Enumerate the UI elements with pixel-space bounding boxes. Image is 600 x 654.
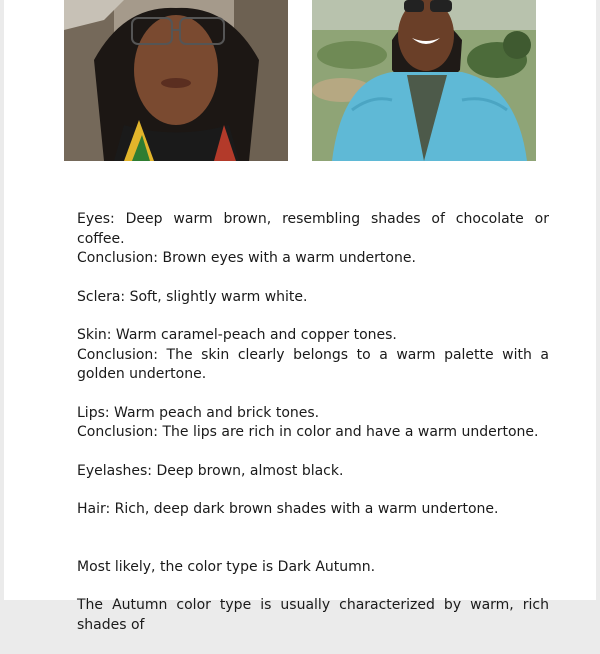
verdict-paragraph	[77, 558, 549, 578]
eyelashes-text: Eyelashes: Deep brown, almost black.	[77, 462, 344, 479]
eyes-text: Eyes: Deep warm brown, resembling shades of chocolate or coffee.	[77, 211, 549, 247]
eyes-conclusion-text: Conclusion: Brown eyes with a warm undertone.	[77, 250, 416, 266]
autumn-description-paragraph	[77, 596, 549, 635]
right-portrait-photo	[312, 0, 536, 161]
spacer	[77, 539, 549, 558]
sclera-paragraph	[77, 288, 549, 308]
hair-paragraph	[77, 500, 549, 520]
skin-conclusion-text: Conclusion: The skin clearly belongs to a warm palette with a golden undertone.	[77, 346, 549, 382]
eyelashes-paragraph	[77, 462, 549, 482]
lips-text: Lips: Warm peach and brick tones.	[77, 404, 320, 421]
analysis-text	[77, 210, 549, 654]
left-portrait-image	[64, 0, 288, 161]
hair-text: Hair: Rich, deep dark brown shades with a warm undertone.	[77, 501, 499, 517]
skin-paragraph	[77, 326, 549, 385]
left-portrait-photo	[64, 0, 288, 161]
lips-conclusion-text: Conclusion: The lips are rich in color and have a warm undertone.	[77, 424, 539, 440]
lips-paragraph	[77, 404, 549, 443]
verdict-text: Most likely, the color type is Dark Autumn.	[77, 558, 376, 575]
sclera-text: Sclera: Soft, slightly warm white.	[77, 288, 308, 305]
eyes-paragraph	[77, 210, 549, 269]
document-page	[4, 0, 596, 633]
autumn-description-text: The Autumn color type is usually characterized by warm, rich shades of	[77, 597, 549, 633]
right-portrait-image	[312, 0, 536, 161]
skin-text: Skin: Warm caramel-peach and copper tones.	[77, 327, 397, 343]
